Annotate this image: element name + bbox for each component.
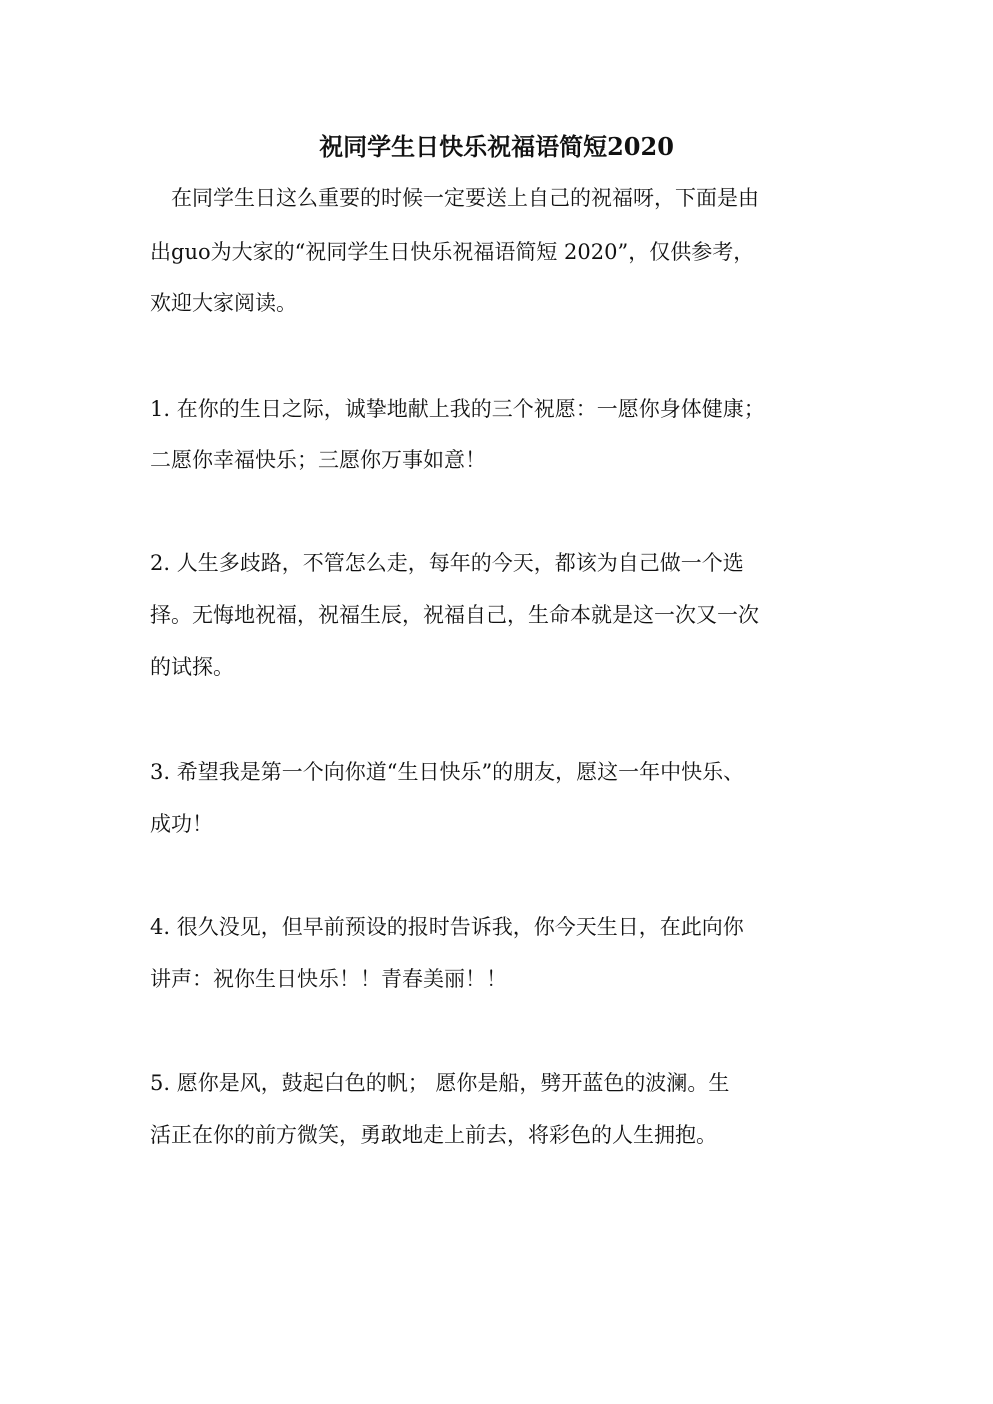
wish-5-line-1: 5. 愿你是风，鼓起白色的帆； 愿你是船，劈开蓝色的波澜。生 (150, 1071, 730, 1095)
wish-4-line-2: 讲声：祝你生日快乐！！青春美丽！！ (150, 967, 507, 991)
wish-1-line-1: 1. 在你的生日之际，诚挚地献上我的三个祝愿：一愿你身体健康； (150, 397, 765, 421)
document-title: 祝同学生日快乐祝福语简短2020 (319, 132, 674, 161)
intro-line-1: 在同学生日这么重要的时候一定要送上自己的祝福呀，下面是由 (150, 186, 759, 210)
wish-4-line-1: 4. 很久没见，但早前预设的报时告诉我，你今天生日，在此向你 (150, 915, 744, 939)
intro-line-2: 出guo为大家的“祝同学生日快乐祝福语简短 2020”，仅供参考， (150, 240, 755, 264)
intro-line-3: 欢迎大家阅读。 (150, 291, 297, 315)
wish-1-line-2: 二愿你幸福快乐；三愿你万事如意！ (150, 448, 486, 472)
wish-5-line-2: 活正在你的前方微笑，勇敢地走上前去，将彩色的人生拥抱。 (150, 1123, 717, 1147)
wish-2-line-1: 2. 人生多歧路，不管怎么走，每年的今天，都该为自己做一个选 (150, 551, 744, 575)
wish-2-line-2: 择。无悔地祝福，祝福生辰，祝福自己，生命本就是这一次又一次 (150, 603, 759, 627)
wish-2-line-3: 的试探。 (150, 655, 234, 679)
wish-3-line-2: 成功！ (150, 812, 213, 836)
wish-3-line-1: 3. 希望我是第一个向你道“生日快乐”的朋友，愿这一年中快乐、 (150, 760, 745, 784)
